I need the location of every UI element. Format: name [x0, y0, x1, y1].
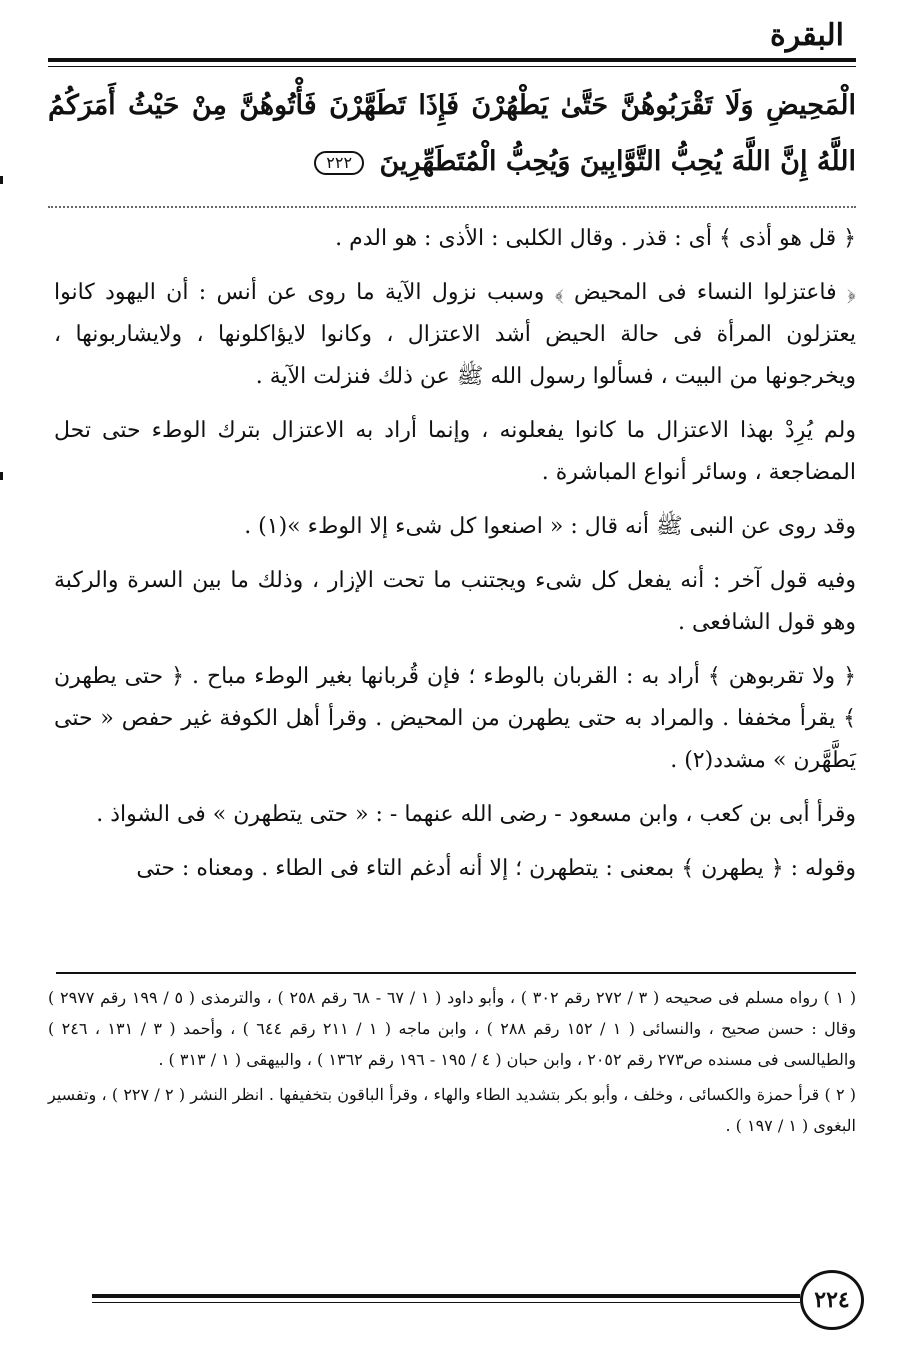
page-number-badge: [800, 1270, 864, 1330]
commentary-paragraph: ﴿ فاعتزلوا النساء فى المحيض ﴾ وسبب نزول الآية ما روى عن أنس : أن اليهود كانوا يعتزلون المرأة فى حالة الحيض أشد الاعتزال ، وكانوا لايؤاكلونها ، ولايشاربونها ، ويخرجونها من البيت ، فسألوا رسول الله ﷺ عن ذلك فنزلت الآية .: [54, 280, 856, 389]
page-footer: [0, 1278, 920, 1338]
header-rule: [48, 58, 856, 62]
commentary-paragraph: ﴿ ولا تقربوهن ﴾ أراد به : القربان بالوطء ؛ فإن قُربانها بغير الوطء مباح . ﴿ حتى يطهرن ﴾ يقرأ مخففا . والمراد به حتى يطهرن من المحيض . وقرأ أهل الكوفة غير حفص « حتى يَطَّهَّرن » مشدد(٢) .: [54, 664, 856, 773]
surah-title: البقرة: [770, 18, 844, 53]
commentary-paragraph: وقد روى عن النبى ﷺ أنه قال : « اصنعوا كل شىء إلا الوطء »(١) .: [244, 514, 856, 539]
commentary-paragraph: وقرأ أبى بن كعب ، وابن مسعود - رضى الله عنهما - : « حتى يتطهرن » فى الشواذ .: [96, 802, 856, 827]
footnotes: [48, 982, 856, 1145]
page-number: ٢٢٤: [814, 1287, 850, 1313]
footer-rule-thin: [92, 1302, 800, 1303]
verse-divider: [48, 206, 856, 208]
footnote-separator: [56, 972, 856, 974]
quran-text: الْمَحِيضِ وَلَا تَقْرَبُوهُنَّ حَتَّىٰ يَطْهُرْنَ فَإِذَا تَطَهَّرْنَ فَأْتُوهُنَّ مِنْ حَيْثُ أَمَرَكُمُ اللَّهُ إِنَّ اللَّهَ يُحِبُّ التَّوَّابِينَ وَيُحِبُّ الْمُتَطَهِّرِينَ: [48, 90, 856, 177]
commentary-paragraph: وفيه قول آخر : أنه يفعل كل شىء ويجتنب ما تحت الإزار ، وذلك ما بين السرة والركبة وهو قول الشافعى .: [54, 568, 856, 635]
commentary-paragraph: وقوله : ﴿ يطهرن ﴾ بمعنى : يتطهرن ؛ إلا أنه أدغم التاء فى الطاء . ومعناه : حتى: [136, 856, 856, 881]
commentary-paragraph: ﴿ قل هو أذى ﴾ أى : قذر . وقال الكلبى : الأذى : هو الدم .: [335, 226, 856, 251]
commentary-body: [54, 218, 856, 902]
commentary-paragraph: ولم يُرِدْ بهذا الاعتزال ما كانوا يفعلونه ، وإنما أراد به الاعتزال بترك الوطء حتى تحل المضاجعة ، وسائر أنواع المباشرة .: [54, 418, 856, 485]
margin-mark: [0, 176, 3, 184]
footnote: ( ٢ ) قرأ حمزة والكسائى ، وخلف ، وأبو بكر بتشديد الطاء والهاء ، وقرأ الباقون بتخفيفها . انظر النشر ( ٢ / ٢٢٧ ) ، وتفسير البغوى ( ١ / ١٩٧ ) .: [48, 1085, 857, 1135]
header-rule-thin: [48, 66, 856, 67]
footer-rule: [92, 1294, 800, 1298]
footnote: ( ١ ) رواه مسلم فى صحيحه ( ٣ / ٢٧٢ رقم ٣٠٢ ) ، وأبو داود ( ١ / ٦٧ - ٦٨ رقم ٢٥٨ ) ، والترمذى ( ٥ / ١٩٩ رقم ٢٩٧٧ ) وقال : حسن صحيح ، والنسائى ( ١ / ١٥٢ رقم ٢٨٨ ) ، وابن ماجه ( ١ / ٢١١ رقم ٦٤٤ ) ، وأحمد ( ٣ / ١٣١ ، ٢٤٦ ) والطيالسى فى مسنده ص٢٧٣ رقم ٢٠٥٢ ، وابن حبان ( ٤ / ١٩٥ - ١٩٦ رقم ١٣٦٢ ) ، والبيهقى ( ١ / ٣١٣ ) .: [48, 988, 857, 1069]
margin-mark: [0, 472, 3, 480]
ayah-number: ٢٢٢: [326, 152, 353, 172]
ayah-number-marker: [314, 151, 364, 175]
quran-verse: [48, 78, 856, 190]
